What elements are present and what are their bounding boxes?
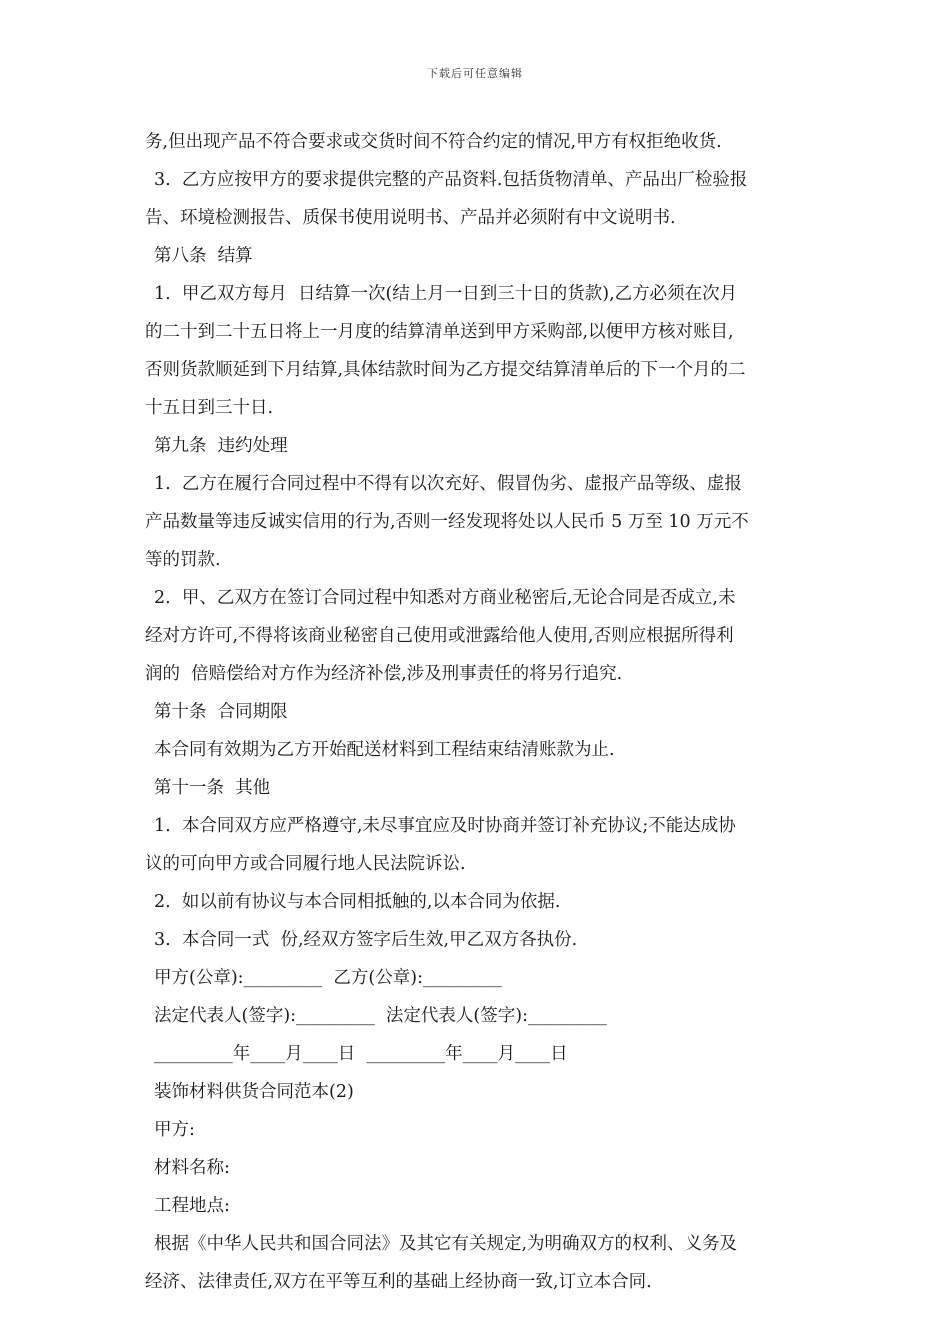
document-line: 2. 如以前有协议与本合同相抵触的,以本合同为依据.: [154, 892, 561, 912]
document-line: _________年____月____日 _________年____月____日: [154, 1044, 568, 1064]
document-line: 第八条 结算: [154, 246, 253, 266]
document-line: 1. 甲乙双方每月 日结算一次(结上月一日到三十日的货款),乙方必须在次月: [154, 284, 738, 304]
document-line: 甲方(公章):_________ 乙方(公章):_________: [154, 968, 502, 988]
document-line: 第九条 违约处理: [154, 436, 288, 456]
document-line: 3. 本合同一式 份,经双方签字后生效,甲乙双方各执份.: [154, 930, 578, 950]
document-line: 2. 甲、乙双方在签订合同过程中知悉对方商业秘密后,无论合同是否成立,未: [154, 588, 736, 608]
document-line: 1. 本合同双方应严格遵守,未尽事宜应及时协商并签订补充协议;不能达成协: [154, 816, 736, 836]
document-line: 甲方:: [154, 1120, 195, 1140]
document-line: 3. 乙方应按甲方的要求提供完整的产品资料.包括货物清单、产品出厂检验报: [154, 170, 748, 190]
page-header-watermark: 下载后可任意编辑: [427, 67, 523, 80]
document-line: 产品数量等违反诚实信用的行为,否则一经发现将处以人民币 5 万至 10 万元不: [145, 512, 749, 532]
document-line: 根据《中华人民共和国合同法》及其它有关规定,为明确双方的权利、义务及: [154, 1234, 738, 1254]
document-line: 等的罚款.: [145, 550, 221, 570]
document-line: 议的可向甲方或合同履行地人民法院诉讼.: [145, 854, 466, 874]
document-line: 法定代表人(签字):_________ 法定代表人(签字):_________: [154, 1006, 607, 1026]
document-line: 第十一条 其他: [154, 778, 271, 798]
document-line: 否则货款顺延到下月结算,具体结款时间为乙方提交结算清单后的下一个月的二: [145, 360, 746, 380]
document-line: 1. 乙方在履行合同过程中不得有以次充好、假冒伪劣、虚报产品等级、虚报: [154, 474, 742, 494]
document-line: 润的 倍赔偿给对方作为经济补偿,涉及刑事责任的将另行追究.: [145, 664, 623, 684]
document-line: 工程地点:: [154, 1196, 230, 1216]
document-line: 装饰材料供货合同范本(2): [154, 1082, 354, 1102]
document-line: 务,但出现产品不符合要求或交货时间不符合约定的情况,甲方有权拒绝收货.: [145, 132, 722, 152]
document-line: 本合同有效期为乙方开始配送材料到工程结束结清账款为止.: [154, 740, 615, 760]
document-line: 十五日到三十日.: [145, 398, 274, 418]
document-body: [145, 123, 807, 1301]
document-line: 材料名称:: [154, 1158, 230, 1178]
document-line: 经济、法律责任,双方在平等互利的基础上经协商一致,订立本合同.: [145, 1272, 652, 1292]
document-line: 告、环境检测报告、质保书使用说明书、产品并必须附有中文说明书.: [145, 208, 676, 228]
document-line: 第十条 合同期限: [154, 702, 288, 722]
document-line: 的二十到二十五日将上一月度的结算清单送到甲方采购部,以便甲方核对账目,: [145, 322, 734, 342]
document-line: 经对方许可,不得将该商业秘密自己使用或泄露给他人使用,否则应根据所得利: [145, 626, 734, 646]
